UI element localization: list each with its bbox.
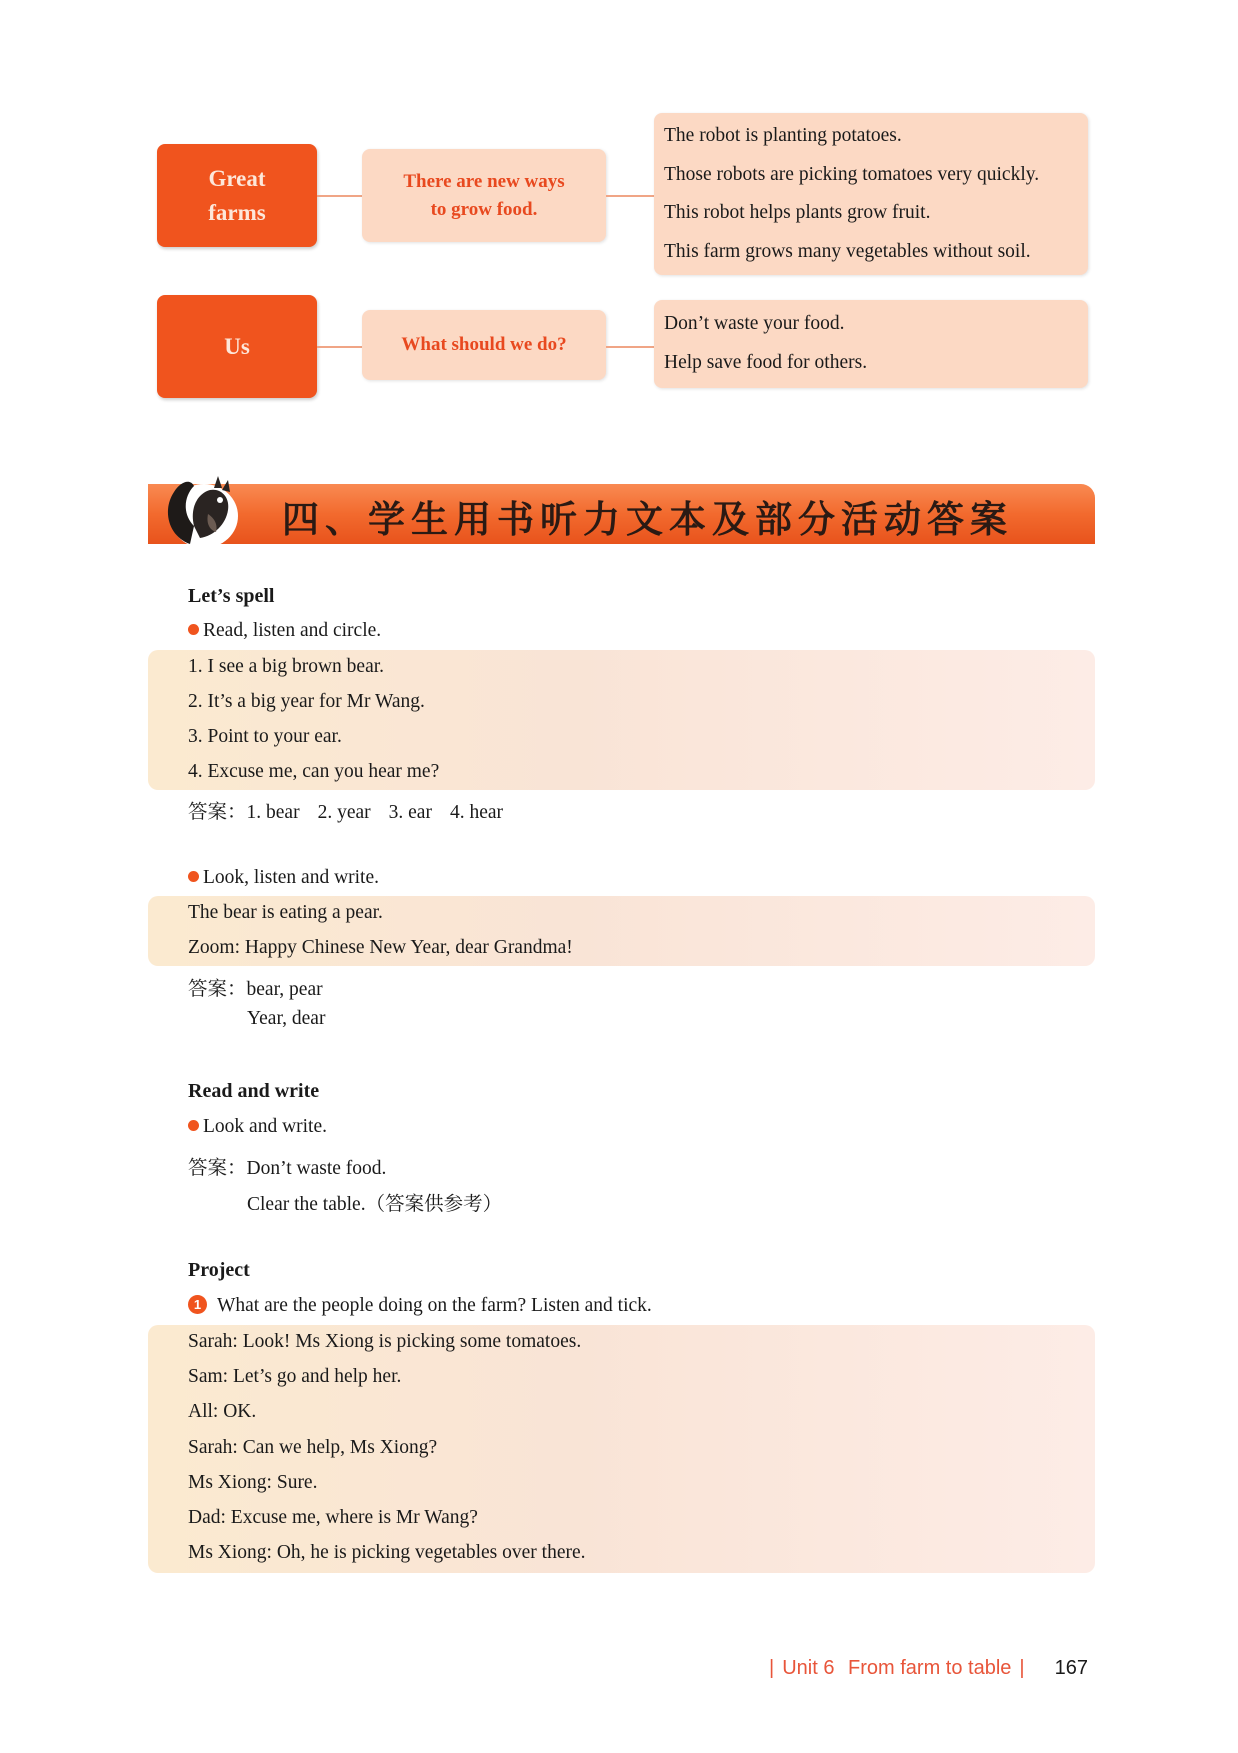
answer-label: 答案： xyxy=(188,1158,247,1179)
instruction-read-listen-circle xyxy=(188,620,381,642)
bullet-icon xyxy=(188,624,199,635)
transcript-line: 1. I see a big brown bear. xyxy=(188,656,385,677)
detail-line: Help save food for others. xyxy=(664,351,868,373)
answer-item: Don’t waste food. xyxy=(246,1158,387,1179)
answer-line xyxy=(188,1152,386,1180)
topic-line: farms xyxy=(208,199,266,225)
detail-line: This farm grows many vegetables without soil. xyxy=(664,240,1031,262)
answer-item: 4. hear xyxy=(449,802,504,823)
answer-item: 1. bear xyxy=(246,802,300,823)
answer-item: Year, dear xyxy=(247,1008,326,1029)
transcript-line: The bear is eating a pear. xyxy=(188,902,383,923)
detail-line: This robot helps plants grow fruit. xyxy=(664,202,931,223)
answer-line xyxy=(188,973,323,1001)
instruction-look-listen-write xyxy=(188,867,379,889)
topic-line: Us xyxy=(224,333,250,359)
detail-line: The robot is planting potatoes. xyxy=(664,125,902,146)
answer-line xyxy=(188,796,503,824)
mindmap-question-new-ways xyxy=(362,149,606,242)
instruction-text: Read, listen and circle. xyxy=(203,620,382,641)
instruction-text: Look and write. xyxy=(203,1116,328,1137)
connector-line xyxy=(606,195,654,197)
dialogue-line: Ms Xiong: Sure. xyxy=(188,1472,318,1493)
topic-line: Great xyxy=(208,166,266,192)
page-number: 167 xyxy=(1054,1657,1088,1679)
connector-line xyxy=(317,195,362,197)
bullet-icon xyxy=(188,871,199,882)
footer-unit: Unit 6 xyxy=(782,1657,835,1679)
instruction-look-and-write xyxy=(188,1116,327,1138)
mindmap-details-us xyxy=(654,300,1088,388)
question-line: What should we do? xyxy=(401,334,567,356)
answer-label: 答案： xyxy=(188,802,247,823)
transcript-line: 4. Excuse me, can you hear me? xyxy=(188,761,440,782)
dialogue-line: Ms Xiong: Oh, he is picking vegetables over there. xyxy=(188,1542,586,1563)
answer-item: bear, pear xyxy=(246,979,323,1000)
footer-unit-title: From farm to table xyxy=(848,1657,1012,1679)
connector-line xyxy=(317,346,362,348)
mindmap-topic-us xyxy=(157,295,317,398)
transcript-line: Zoom: Happy Chinese New Year, dear Grandma! xyxy=(188,937,573,958)
question-line: There are new ways xyxy=(403,170,565,192)
step-number: 1 xyxy=(193,1297,202,1312)
mindmap-topic-great-farms xyxy=(157,144,317,247)
question-line: to grow food. xyxy=(430,198,538,220)
heading-project: Project xyxy=(188,1259,250,1281)
detail-line: Don’t waste your food. xyxy=(664,313,845,334)
transcript-line: 2. It’s a big year for Mr Wang. xyxy=(188,691,425,712)
instruction-project xyxy=(188,1295,652,1317)
dialogue-line: Dad: Excuse me, where is Mr Wang? xyxy=(188,1507,478,1528)
answer-item: 3. ear xyxy=(388,802,432,823)
transcript-line: 3. Point to your ear. xyxy=(188,726,342,747)
mindmap-details-great-farms xyxy=(654,113,1088,275)
instruction-text: What are the people doing on the farm? Listen and tick. xyxy=(217,1295,652,1316)
answer-item: Clear the table.（答案供参考） xyxy=(247,1194,503,1215)
page-footer: | Unit 6 From farm to table | 167 xyxy=(769,1657,1088,1679)
answer-label: 答案： xyxy=(188,979,247,1000)
mindmap-question-what-should xyxy=(362,310,606,380)
bullet-icon xyxy=(188,1120,199,1131)
squirrel-icon xyxy=(160,466,240,550)
connector-line xyxy=(606,346,654,348)
dialogue-line: Sarah: Look! Ms Xiong is picking some tomatoes. xyxy=(188,1331,582,1352)
dialogue-line: Sarah: Can we help, Ms Xiong? xyxy=(188,1437,438,1458)
step-number-icon xyxy=(188,1295,207,1314)
dialogue-line: Sam: Let’s go and help her. xyxy=(188,1366,402,1387)
section-title: 四、学生用书听力文本及部分活动答案 xyxy=(282,497,1013,541)
dialogue-line: All: OK. xyxy=(188,1401,257,1422)
answer-item: 2. year xyxy=(317,802,371,823)
detail-line: Those robots are picking tomatoes very quickly. xyxy=(664,163,1040,185)
instruction-text: Look, listen and write. xyxy=(203,867,380,888)
heading-lets-spell: Let’s spell xyxy=(188,585,275,607)
heading-read-and-write: Read and write xyxy=(188,1080,320,1102)
